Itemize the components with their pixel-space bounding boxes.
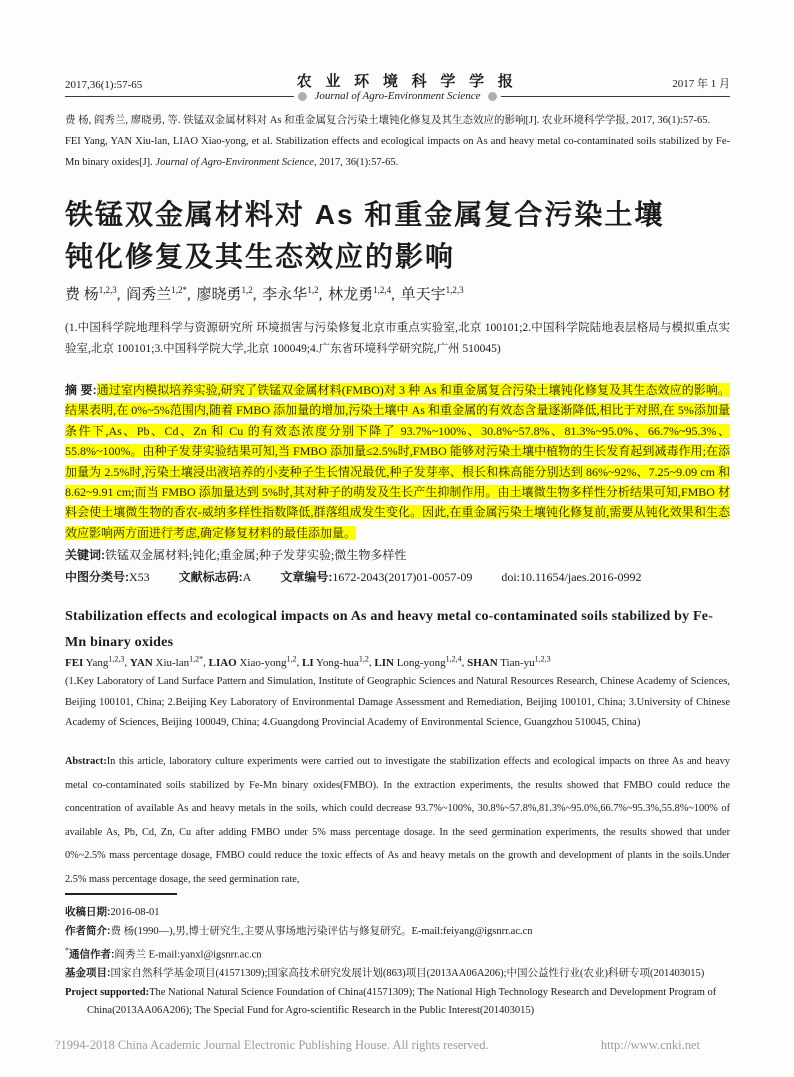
issue-date: 2017 年 1 月: [672, 78, 730, 90]
article-id: 文章编号:1672-2043(2017)01-0057-09: [280, 570, 473, 584]
author-affil-sup: 1,2,3: [534, 654, 551, 663]
author-separator: ,: [391, 287, 395, 303]
keywords-row: [65, 546, 730, 563]
author-separator: ,: [368, 656, 375, 669]
funding-line-en: Project supported:The National Natural Science Foundation of China(41571309); The National High Technology Research and Development Program of China(2013AA06A206); The Special Fund for Agro-scientific Research in the Public Interest(201403015): [65, 986, 717, 1016]
document-code: 文献标志码:A: [178, 570, 252, 584]
funding-line-cn: 基金项目:国家自然科学基金项目(41571309);国家高技术研究发展计划(863)项目(2013AA06A206);中国公益性行业(农业)科研专项(201403015): [65, 967, 705, 980]
authors-cn: [65, 283, 730, 304]
copyright-bar: [55, 1038, 700, 1053]
abstract-cn: [65, 380, 730, 543]
author-affil-sup: 1,2,4: [445, 654, 462, 663]
author-en: SHAN Tian-yu$^{1,2,3}$: [467, 654, 551, 669]
author-cn: 阎秀兰$^{1,2*}$: [126, 285, 188, 303]
author-separator: ,: [124, 656, 130, 669]
article-meta-row: [65, 568, 730, 585]
cnki-url: http://www.cnki.net: [600, 1038, 700, 1052]
author-cn: 费 杨$^{1,2,3}$: [65, 285, 117, 303]
clc-number: 中图分类号:X53: [65, 570, 150, 584]
author-affil-sup: 1,2: [241, 285, 253, 295]
footnote-rule: [65, 893, 177, 895]
author-bio-line: 作者简介:费 杨(1990—),男,博士研究生,主要从事场地污染评估与修复研究。E-mail:feiyang@igsnrr.ac.cn: [65, 925, 533, 938]
author-cn: 廖晓勇$^{1,2}$: [196, 285, 253, 303]
journal-name-en: Journal of Agro-Environment Science: [314, 90, 481, 102]
article-title-line1: 铁锰双金属材料对 As 和重金属复合污染土壤: [65, 199, 665, 230]
author-affil-sup: 1,2,3: [108, 654, 125, 663]
citation-cn: 费 杨, 阎秀兰, 廖晓勇, 等. 铁锰双金属材料对 As 和重金属复合污染土壤钝化修复及其生态效应的影响[J]. 农业环境科学学报, 2017, 36(1):57-65.: [65, 115, 711, 126]
header-dot-right-icon: [488, 92, 497, 101]
author-separator: ,: [296, 656, 303, 669]
author-cn: 李永华$^{1,2}$: [262, 285, 319, 303]
author-separator: ,: [318, 287, 323, 303]
header-rule-left: [65, 96, 294, 97]
citation-en-text: FEI Yang, YAN Xiu-lan, LIAO Xiao-yong, et al. Stabilization effects and ecological impacts on As and heavy metal co-contaminated soils stabilized by Fe-Mn binary oxides[J].: [65, 136, 730, 168]
header-rule-row: [65, 90, 730, 102]
author-affil-sup: 1,2: [358, 654, 369, 663]
citation-en-tail: , 2017, 36(1):57-65.: [313, 157, 399, 168]
journal-name-cn: 农 业 环 境 科 学 学 报: [296, 74, 518, 90]
author-separator: ,: [116, 287, 121, 303]
copyright-text: ?1994-2018 China Academic Journal Electronic Publishing House. All rights reserved.: [55, 1038, 489, 1052]
author-en: LI Yong-hua$^{1,2}$: [302, 654, 369, 669]
author-affil-sup: 1,2: [286, 654, 297, 663]
author-separator: ,: [252, 287, 257, 303]
article-title-en: Stabilization effects and ecological impacts on As and heavy metal co-contaminated soils stabilized by Fe-Mn binary oxides: [65, 609, 714, 650]
affiliations-en: (1.Key Laboratory of Land Surface Pattern and Simulation, Institute of Geographic Sciences and Natural Resources Research, Chinese Academy of Sciences, Beijing 100101, China; 2.Beijing Key Laboratory of Environmental Damage Assessment and Remediation, Beijing 100101, China; 3.University of Chinese Academy of Sciences, Beijing 100049, China; 4.Guangdong Provincial Academy of Environmental Science, Guangzhou 510045, China): [65, 676, 730, 728]
author-cn: 单天宇$^{1,2,3}$: [400, 285, 464, 303]
issue-info: 2017,36(1):57-65: [65, 79, 143, 91]
abstract-text-en: In this article, laboratory culture experiments were carried out to investigate the stabilization effects and ecological impacts on three As and heavy metal co-contaminated soils stabilized by Fe-Mn binary oxides(FMBO). In the extraction experiments, the results showed that FMBO could reduce the concentration of available As and heavy metals in the soils, which could decrease 93.7%~100%, 30.8%~57.8%,81.3%~95.0%,66.7%~95.3%,55.8%~100% of available As, Pb, Cd, Zn, Cu after adding FMBO under 5% mass percentage dosage. In the seed germination experiments, the results showed that under 0%~2.5% mass percentage dosage, FMBO could reduce the toxic effects of As and heavy metals on the growth and development of plants in the soils.Under 2.5% mass percentage dosage, the seed germination rate,: [65, 756, 730, 885]
author-separator: ,: [461, 656, 468, 669]
corresponding-star: *: [65, 945, 69, 955]
author-affil-sup: 1,2,3: [445, 285, 464, 295]
corresponding-author-line: *通信作者:阎秀兰 E-mail:yanxl@igsnrr.ac.cn: [65, 945, 262, 961]
keywords-label: 关键词:: [65, 548, 105, 562]
doi: doi:10.11654/jaes.2016-0992: [501, 570, 642, 584]
page-header: [65, 70, 730, 91]
header-dot-left-icon: [298, 92, 307, 101]
author-affil-sup: 1,2*: [171, 285, 188, 295]
article-title-cn: [65, 194, 730, 278]
abstract-label-en: Abstract:: [65, 756, 107, 767]
author-separator: ,: [203, 656, 209, 669]
author-affil-sup: 1,2: [307, 285, 319, 295]
keywords-text: 铁锰双金属材料;钝化;重金属;种子发芽实验;微生物多样性: [105, 548, 407, 562]
abstract-en: [65, 750, 730, 891]
footnote-block: [65, 903, 730, 1020]
affiliations-cn: (1.中国科学院地理科学与资源研究所 环境损害与污染修复北京市重点实验室,北京 100101;2.中国科学院陆地表层格局与模拟重点实验室,北京 100101;3.中国科学院大学,北京 100049;4.广东省环境科学研究院,广州 510045): [65, 322, 730, 355]
author-separator: ,: [187, 287, 191, 303]
authors-en: [65, 654, 730, 669]
author-en: LIN Long-yong$^{1,2,4}$: [374, 654, 462, 669]
author-en: LIAO Xiao-yong$^{1,2}$: [208, 654, 297, 669]
author-affil-sup: 1,2,3: [98, 285, 117, 295]
author-en: YAN Xiu-lan$^{1,2*}$: [129, 654, 204, 669]
citation-en-journal: Journal of Agro-Environment Science: [155, 157, 314, 168]
abstract-text-cn-highlighted: 通过室内模拟培养实验,研究了铁锰双金属材料(FMBO)对 3 种 As 和重金属复合污染土壤钝化修复及其生态效应的影响。结果表明,在 0%~5%范围内,随着 FMBO 添加量的增加,污染土壤中 As 和重金属的有效态含量逐渐降低,相比于对照,在 5%添加量条件下,As、Pb、Cd、Zn 和 Cu 的有效态浓度分别下降了 93.7%~100%、30.8%~57.8%、81.3%~95.0%、66.7%~95.3%、55.8%~100%。由种子发芽实验结果可知,当 FMBO 添加量≤2.5%时,FMBO 能够对污染土壤中植物的生长发育起到减毒作用;在添加量为 2.5%时,污染土壤浸出液培养的小麦种子生长情况最优,种子发芽率、根长和株高能分别达到 86%~92%、7.25~9.09 cm 和 8.62~9.91 cm;而当 FMBO 添加量达到 5%时,其对种子的萌发及生长产生抑制作用。由土壤微生物多样性分析结果可知,FMBO 材料会使土壤微生物的香农-威纳多样性指数降低,群落组成发生变化。因此,在重金属污染土壤钝化修复前,需要从钝化效果和生态效应影响两方面进行考虑,确定修复材料的最佳添加量。: [65, 383, 730, 540]
header-rule-right: [501, 96, 730, 97]
article-title-line2: 钝化修复及其生态效应的影响: [65, 241, 456, 272]
abstract-label-cn: 摘 要:: [65, 383, 97, 397]
citation-en: [65, 131, 730, 173]
author-en: FEI Yang$^{1,2,3}$: [65, 654, 125, 669]
received-date-line: 收稿日期:2016-08-01: [65, 906, 160, 918]
author-cn: 林龙勇$^{1,2,4}$: [328, 285, 392, 303]
citation-block: [65, 110, 730, 173]
author-affil-sup: 1,2*: [189, 654, 204, 663]
author-affil-sup: 1,2,4: [373, 285, 392, 295]
